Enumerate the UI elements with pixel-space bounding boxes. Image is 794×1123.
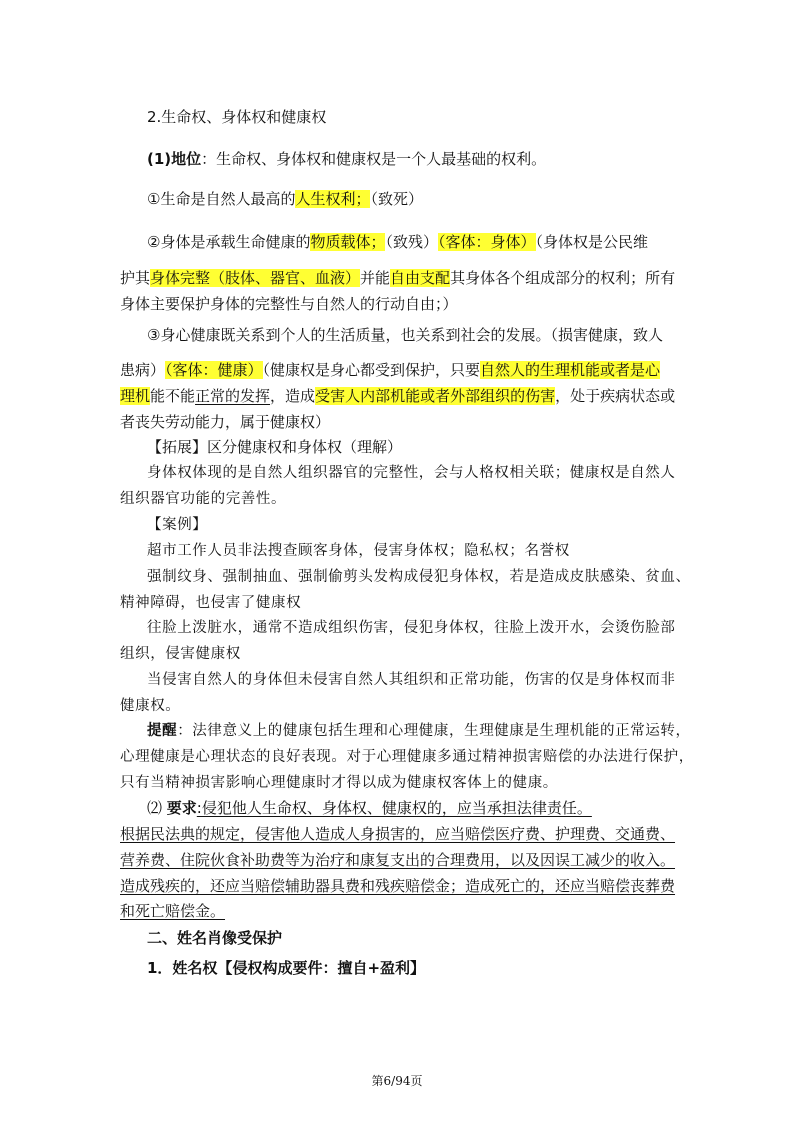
cases-title: 【案例】 (147, 517, 208, 533)
case-2-line2: 精神障碍，也侵害了健康权 (120, 595, 302, 611)
case-3-line1: 往脸上泼脏水，通常不造成组织伤害，侵犯身体权，往脸上泼开水，会烫伤脸部 (147, 620, 676, 636)
health-paragraph-line3: 理机能不能正常的发挥，造成受害人内部机能或者外部组织的伤害，处于疾病状态或 (120, 387, 676, 405)
section2-title: 二、姓名肖像受保护 (147, 929, 283, 947)
requirement-line5: 和死亡赔偿金。 (120, 902, 226, 920)
life-paragraph: ①生命是自然人最高的人生权利；（致死） (147, 190, 423, 208)
case-1: 超市工作人员非法搜查顾客身体，侵害身体权；隐私权；名誉权 (147, 543, 570, 559)
extension-title: 【拓展】区分健康权和身体权（理解） (147, 438, 403, 456)
tip-line1: 提醒：法律意义上的健康包括生理和心理健康，生理健康是生理机能的正常运转， (147, 722, 691, 739)
page-number: 第6/94页 (371, 1074, 423, 1088)
tip-line3: 只有当精神损害影响心理健康时才得以成为健康权客体上的健康。 (120, 775, 558, 791)
position-paragraph: (1)地位：生命权、身体权和健康权是一个人最基础的权利。 (147, 150, 547, 168)
health-paragraph-line2: 患病）（客体：健康）（健康权是身心都受到保护，只要自然人的生理机能或者是心 (120, 361, 661, 379)
case-4-line1: 当侵害自然人的身体但未侵害自然人其组织和正常功能，伤害的仅是身体权而非 (147, 672, 676, 688)
health-paragraph-line4: 者丧失劳动能力，属于健康权） (120, 413, 331, 431)
case-4-line2: 健康权。 (120, 698, 181, 714)
body-paragraph-line1: ②身体是承载生命健康的物质载体；（致残）（客体：身体）（身体权是公民维 (147, 233, 649, 251)
case-2-line1: 强制纹身、强制抽血、强制偷剪头发构成侵犯身体权，若是造成皮肤感染、贫血、 (147, 569, 691, 585)
requirement-line2: 根据民法典的规定，侵害他人造成人身损害的，应当赔偿医疗费、护理费、交通费、 (120, 825, 676, 843)
extension-line2: 组织器官功能的完善性。 (120, 491, 287, 507)
requirement-line1: ⑵ 要求:侵犯他人生命权、身体权、健康权的，应当承担法律责任。 (147, 799, 592, 817)
requirement-line4: 造成残疾的，还应当赔偿辅助器具费和残疾赔偿金；造成死亡的，还应当赔偿丧葬费 (120, 877, 676, 895)
name-right-heading: 1．姓名权【侵权构成要件：擅自+盈利】 (147, 959, 426, 977)
health-paragraph-line1: ③身心健康既关系到个人的生活质量，也关系到社会的发展。（损害健康，致人 (147, 326, 663, 344)
body-paragraph-line2: 护其身体完整（肢体、器官、血液）并能自由支配其身体各个组成部分的权利；所有 (120, 269, 676, 287)
requirement-line3: 营养费、住院伙食补助费等为治疗和康复支出的合理费用，以及因误工减少的收入。 (120, 851, 676, 869)
case-3-line2: 组织，侵害健康权 (120, 646, 241, 662)
extension-line1: 身体权体现的是自然人组织器官的完整性，会与人格权相关联；健康权是自然人 (147, 465, 676, 481)
section-title: 2.生命权、身体权和健康权 (147, 108, 327, 126)
tip-line2: 心理健康是心理状态的良好表现。对于心理健康多通过精神损害赔偿的办法进行保护， (120, 749, 694, 765)
body-paragraph-line3: 身体主要保护身体的完整性与自然人的行动自由；） (120, 295, 458, 313)
